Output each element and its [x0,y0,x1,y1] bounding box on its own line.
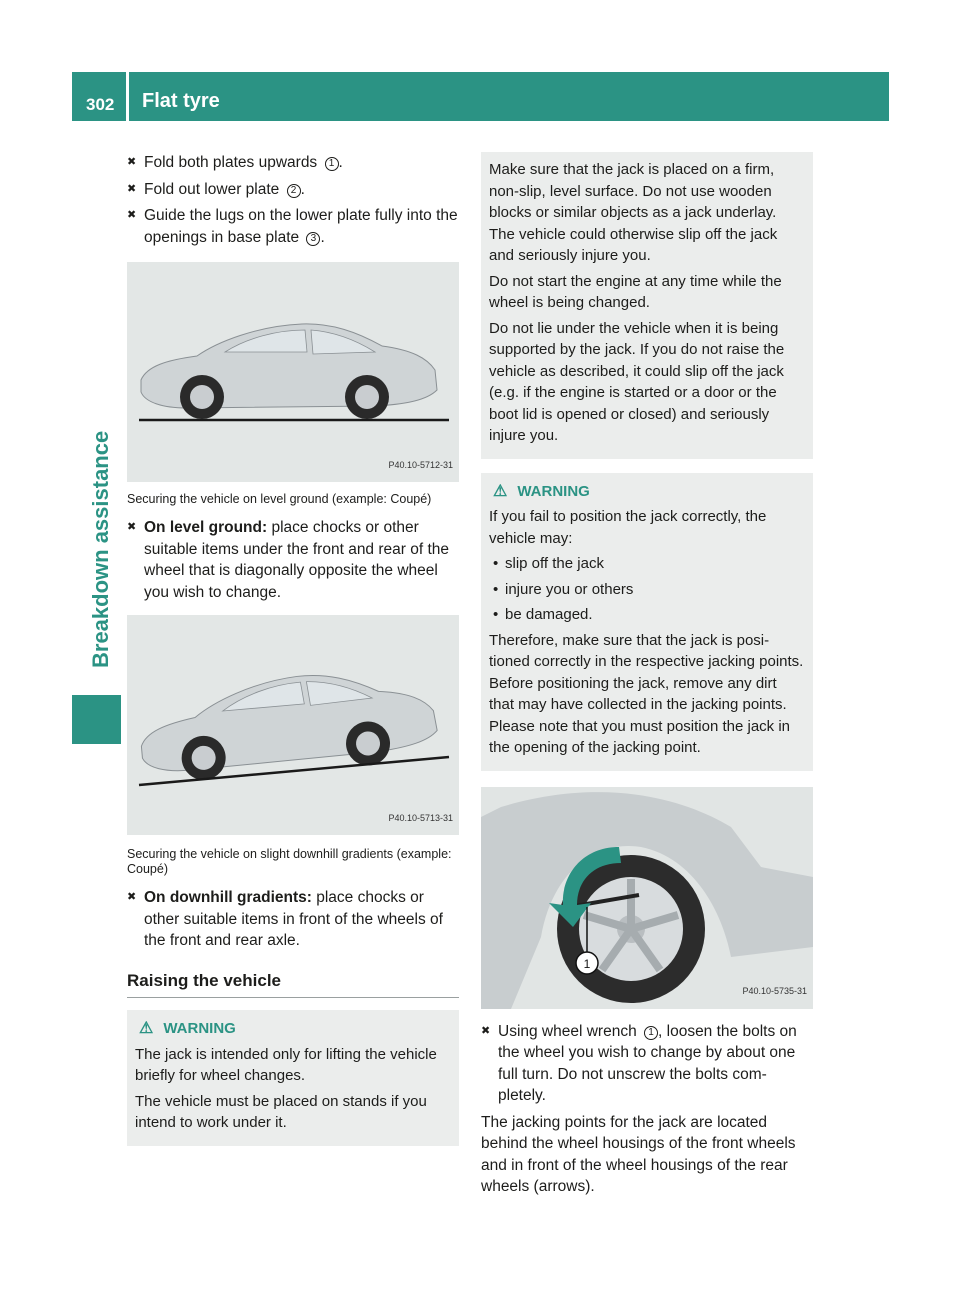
step-arrow-icon: ✖ [481,1024,491,1037]
warning-text: Therefore, make sure that the jack is posi- tioned correctly in the respective jacking points. Before positioning the jack, remove any dirt that may have collected in the jacking points. Please note that you must position the jack in the opening of the jacking point. [489,631,804,756]
page-number: 302 [86,95,115,114]
warning-text: The vehicle must be placed on stands if you intend to work under it. [135,1092,427,1131]
warning-title: ⚠ WARNING [489,481,805,503]
warning-triangle-icon: ⚠ [493,482,508,500]
right-column [481,152,813,1198]
figure-callout: 1 [583,956,591,971]
callout-number: 3 [306,232,320,246]
figure-code: P40.10-5713-31 [388,812,453,823]
warning-bullet: • injure you or others [493,580,634,598]
warning-triangle-icon: ⚠ [139,1020,154,1037]
side-tab-label: Breakdown assistance [88,430,113,668]
note-text: Do not start the engine at any time while the wheel is being changed. [489,272,782,311]
warning-box-positioning [481,473,813,771]
car-downhill-illustration [127,615,459,835]
figure-caption: Securing the vehicle on level ground (example: Coupé) [127,492,432,506]
figure-code: P40.10-5735-31 [742,986,807,996]
step-fold-lower-plate: ✖ Fold out lower plate 2 . [127,179,459,201]
note-text: Make sure that the jack is placed on a firm, non-slip, level surface. Do not use wooden blocks or similar objects as a jack underlay. The vehicle could otherwise slip off the jack and seriously injure you. [489,161,778,264]
step-arrow-icon: ✖ [127,156,137,168]
warning-box-jack [127,1010,459,1146]
callout-number: 1 [644,1026,658,1040]
warning-text: The jack is intended only for lifting the vehicle briefly for wheel changes. [135,1045,437,1084]
header-divider [126,72,129,121]
section-title: Flat tyre [142,90,220,112]
car-level-illustration [127,262,459,482]
callout-number: 2 [287,184,301,198]
figure-car-downhill [127,615,459,835]
step-level-ground: ✖ On level ground: place chocks or other suitable items under the front and rear of the wheel that is diagonally opposite the wheel you wish to change. [127,519,450,601]
warning-text: If you fail to position the jack correctly, the vehicle may: [489,508,767,547]
figure-caption: Securing the vehicle on slight downhill gradients (example: Coupé) [127,847,452,876]
step-arrow-icon: ✖ [127,209,137,221]
warning-title: ⚠ WARNING [135,1018,451,1040]
figure-code: P40.10-5712-31 [388,459,453,470]
step-loosen-bolts: ✖ Using wheel wrench 1 , loosen the bolts on the wheel you wish to change by about one full turn. Do not unscrew the bolts com- pletely. [481,1022,797,1104]
step-arrow-icon: ✖ [127,891,137,903]
step-downhill: ✖ On downhill gradients: place chocks or other suitable items in front of the wheels of the front and rear axle. [127,889,443,949]
subheading-raising-vehicle: Raising the vehicle [127,970,459,999]
step-arrow-icon: ✖ [127,521,137,533]
left-column [127,152,459,1146]
jacking-points-paragraph: The jacking points for the jack are located behind the wheel housings of the front wheels and in front of the wheel housings of the rear wheels (arrows). [481,1113,796,1195]
warning-bullet: • slip off the jack [493,555,604,572]
note-box-jack-surface [481,152,813,459]
step-arrow-icon: ✖ [127,182,137,195]
step-guide-lugs: ✖ Guide the lugs on the lower plate fully into the openings in base plate 3 . [127,207,458,246]
step-fold-plates: ✖ Fold both plates upwards 1 . [127,152,459,174]
figure-car-level-ground [127,262,459,482]
wheel-wrench-illustration [481,787,813,1009]
side-tab-marker [72,695,121,744]
figure-wheel-wrench [481,787,813,1009]
warning-bullet: • be damaged. [493,606,593,623]
callout-number: 1 [325,157,339,171]
note-text: Do not lie under the vehicle when it is being supported by the jack. If you do not raise the vehicle as described, it could slip off the jack (e.g. if the engine is started or a door or the boot lid is opened or closed) and seriously injure you. [489,319,785,444]
